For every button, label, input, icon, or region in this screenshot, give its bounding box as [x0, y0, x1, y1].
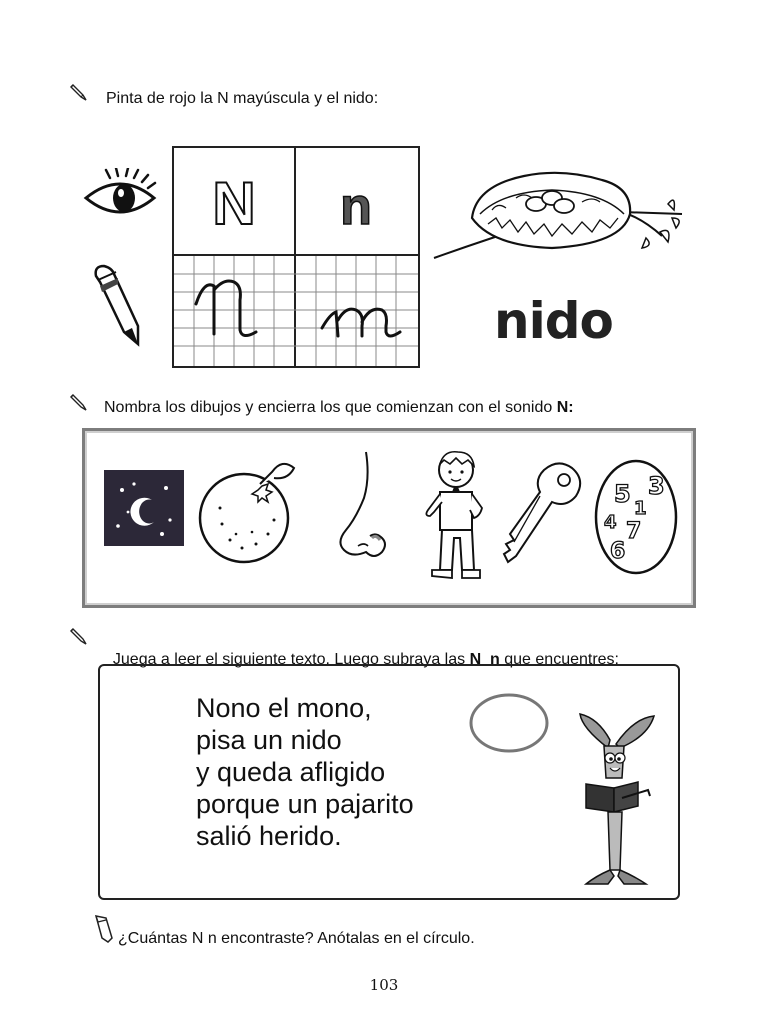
pencil-icon — [92, 912, 118, 944]
poem-line: y queda afligido — [196, 757, 386, 787]
poem-line: porque un pajarito — [196, 789, 414, 819]
pencil-character-reading-icon — [568, 708, 660, 890]
key-icon — [500, 458, 586, 570]
svg-text:5: 5 — [614, 480, 631, 508]
answer-circle[interactable] — [466, 690, 552, 756]
nose-icon — [330, 448, 392, 570]
cursive-lowercase-n — [322, 309, 400, 336]
pencil-icon — [70, 624, 92, 646]
numbers-egg-icon — [594, 458, 678, 576]
nest-word: nido — [494, 292, 613, 350]
poem-line: Nono el mono, — [196, 693, 372, 723]
lowercase-n-letter — [296, 162, 416, 247]
svg-text:1: 1 — [634, 498, 647, 519]
instruction-name-pictures: Nombra los dibujos y encierra los que comienzan con el sonido N: — [104, 399, 574, 416]
night-sky-moon-icon — [104, 470, 184, 546]
eye-icon — [82, 168, 158, 226]
boy-icon — [418, 446, 490, 582]
pencil-icon — [70, 80, 92, 102]
poem-text — [196, 692, 414, 852]
orange-icon — [196, 454, 300, 568]
handwriting-grid — [174, 256, 418, 366]
svg-text:N: N — [212, 170, 256, 237]
svg-text:6: 6 — [610, 539, 626, 564]
instruction-count: ¿Cuántas N n encontraste? Anótalas en el círculo. — [118, 930, 475, 947]
svg-text:4: 4 — [604, 512, 617, 533]
poem-line: pisa un nido — [196, 725, 342, 755]
poem-line: salió herido. — [196, 821, 342, 851]
pencil-icon — [70, 390, 92, 412]
uppercase-n-letter — [174, 162, 294, 247]
svg-text:n: n — [340, 178, 372, 236]
letter-grid — [172, 146, 420, 368]
cursive-uppercase-n — [196, 281, 256, 336]
instruction-read-text: Juega a leer el siguiente texto. Luego subraya las N n que encuentres: — [112, 651, 619, 668]
svg-text:3: 3 — [648, 472, 665, 500]
pencil-icon — [88, 262, 152, 348]
nest-illustration — [432, 162, 690, 266]
svg-text:7: 7 — [626, 519, 642, 544]
page-number: 103 — [369, 976, 399, 994]
instruction-paint: Pinta de rojo la N mayúscula y el nido: — [106, 90, 379, 107]
